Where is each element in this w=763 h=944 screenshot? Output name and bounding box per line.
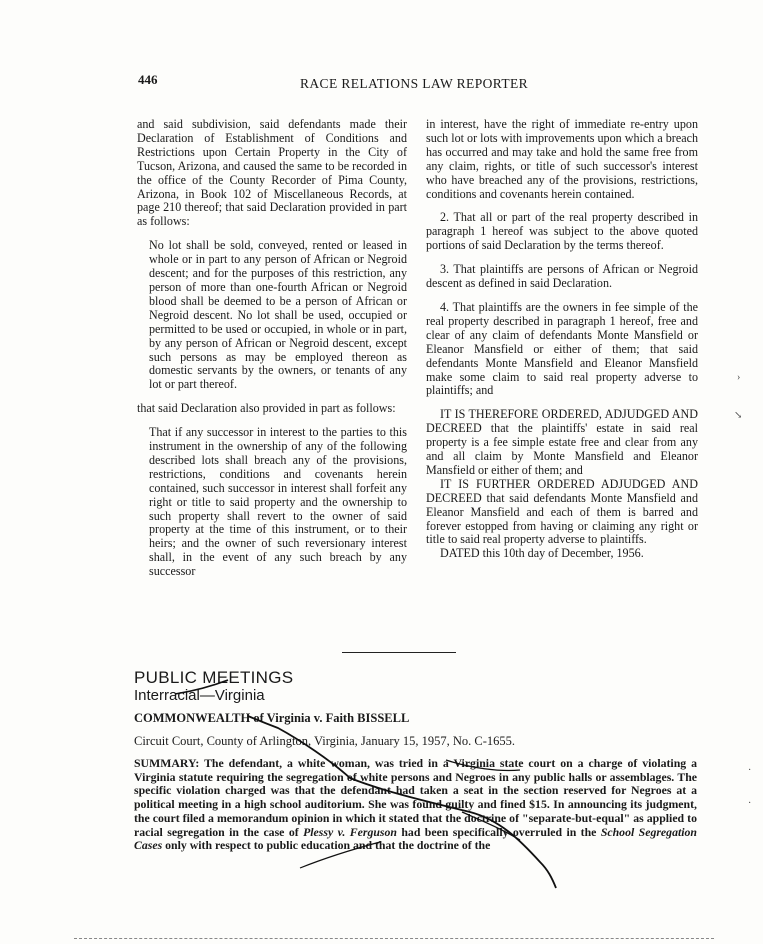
block-quote: No lot shall be sold, conveyed, rented or leased in whole or in part to any person of African or Negroid descent; and for the purposes of this restriction, any person of more than one-fourth African or Negroid blood shall be deemed to be a person of African or Negroid descent. No lot shall be used, occupied or permitted to be used or occupied, in whole or in part, by any person of African or Negroid descent, except such persons as may be employed thereon as domestic servants by the owners, or tenants of any lot or part thereof.: [149, 238, 407, 392]
dated-line: DATED this 10th day of December, 1956.: [440, 546, 644, 561]
order-paragraph: IT IS FURTHER ORDERED ADJUDGED AND DECREED that said defendants Monte Mansfield and Eleanor Mansfield and each of them is barred and forever estopped from having or claiming any right or title to said real property adverse to plaintiffs.: [426, 476, 698, 547]
margin-mark: ›: [737, 372, 741, 383]
summary-text: only with respect to public education and that the doctrine of the: [162, 838, 491, 853]
block-quote: That if any successor in interest to the parties to this instrument in the ownership of any of the following described lots shall breach any of the provisions, restrictions, conditions and covenants herein contained, such successor in interest shall forfeit any right or title to said property and the ownership to such property shall revert to the owner of said property at the time of this instrument, or to their heirs; and the owner of such reversionary interest shall, in the event of any such breach by any successor: [149, 425, 407, 579]
case-caption-part: COMMONWEALTH of: [134, 711, 267, 725]
summary-text: SUMMARY: The defendant, a white woman, was tried in a Virginia state court on a charge of violating a Virginia statute requiring the segregation of white persons and Negroes in any public halls or assemblages. The specific violation charged was that the defendant had taken a seat in the section reserved for Negroes at a political meeting in a high school auditorium. She was found guilty and fined $15. In announcing its judgment, the court filed a memorandum opinion in which it stated that the doctrine of "separate-but-equal" as applied to racial segregation in the case of: [134, 756, 697, 839]
case-caption-part: Virginia v. Faith BISSELL: [266, 711, 410, 725]
case-caption: [134, 711, 409, 726]
section-subtitle: Interracial—Virginia: [134, 687, 265, 704]
court-line: Circuit Court, County of Arlington, Virginia, January 15, 1957, No. C-1655.: [134, 734, 516, 748]
paragraph: 2. That all or part of the real property described in paragraph 1 hereof was subject to the above quoted portions of said Declaration by the terms thereof.: [426, 210, 698, 253]
paragraph: that said Declaration also provided in part as follows:: [137, 401, 396, 416]
case-summary: [134, 757, 697, 853]
page-number: 446: [138, 72, 158, 87]
page-bottom-edge: [74, 938, 714, 939]
paragraph: and said subdivision, said defendants made their Declaration of Establishment of Conditions and Restrictions upon Certain Property in the City of Tucson, Arizona, and caused the same to be recorded in the office of the County Recorder of Pima County, Arizona, in Book 102 of Miscellaneous Records, at page 210 thereof; that said Declaration provided in part as follows:: [137, 117, 407, 229]
case-name: Plessy v. Ferguson: [303, 824, 397, 839]
running-head: RACE RELATIONS LAW REPORTER: [300, 76, 529, 91]
paragraph: 4. That plaintiffs are the owners in fee simple of the real property described in paragraph 1 hereof, free and clear of any claim of defendants Monte Mansfield or Eleanor Mansfield or either of them; that said defendants Monte Mansfield and Eleanor Mansfield make some claim to said real property adverse to plaintiffs; and: [426, 299, 698, 398]
left-column: [137, 118, 407, 579]
margin-mark: ·: [748, 765, 752, 776]
summary-text: had been specifically overruled in the: [396, 824, 601, 839]
section-title: PUBLIC MEETINGS: [134, 668, 294, 687]
case-name: School Segregation Cases: [134, 824, 697, 853]
paragraph: 3. That plaintiffs are persons of African or Negroid descent as defined in said Declaration.: [426, 262, 698, 291]
block-quote-continued: in interest, have the right of immediate re-entry upon such lot or lots with improvements upon which a breach has occurred and may take and hold the same free from any claim, rights, or title of such successor's interest who have breached any of the provisions, restrictions, conditions and covenants herein contained.: [426, 117, 698, 201]
margin-mark: ↘: [734, 410, 743, 421]
right-column: [426, 118, 698, 571]
order-paragraph: IT IS THEREFORE ORDERED, ADJUDGED AND DECREED that the plaintiffs' estate in said real property is a fee simple estate free and clear from any and all claim by Monte Mansfield and Eleanor Mansfield or either of them; and: [426, 407, 698, 477]
margin-mark: ·: [748, 798, 752, 809]
section-divider: [342, 652, 456, 653]
